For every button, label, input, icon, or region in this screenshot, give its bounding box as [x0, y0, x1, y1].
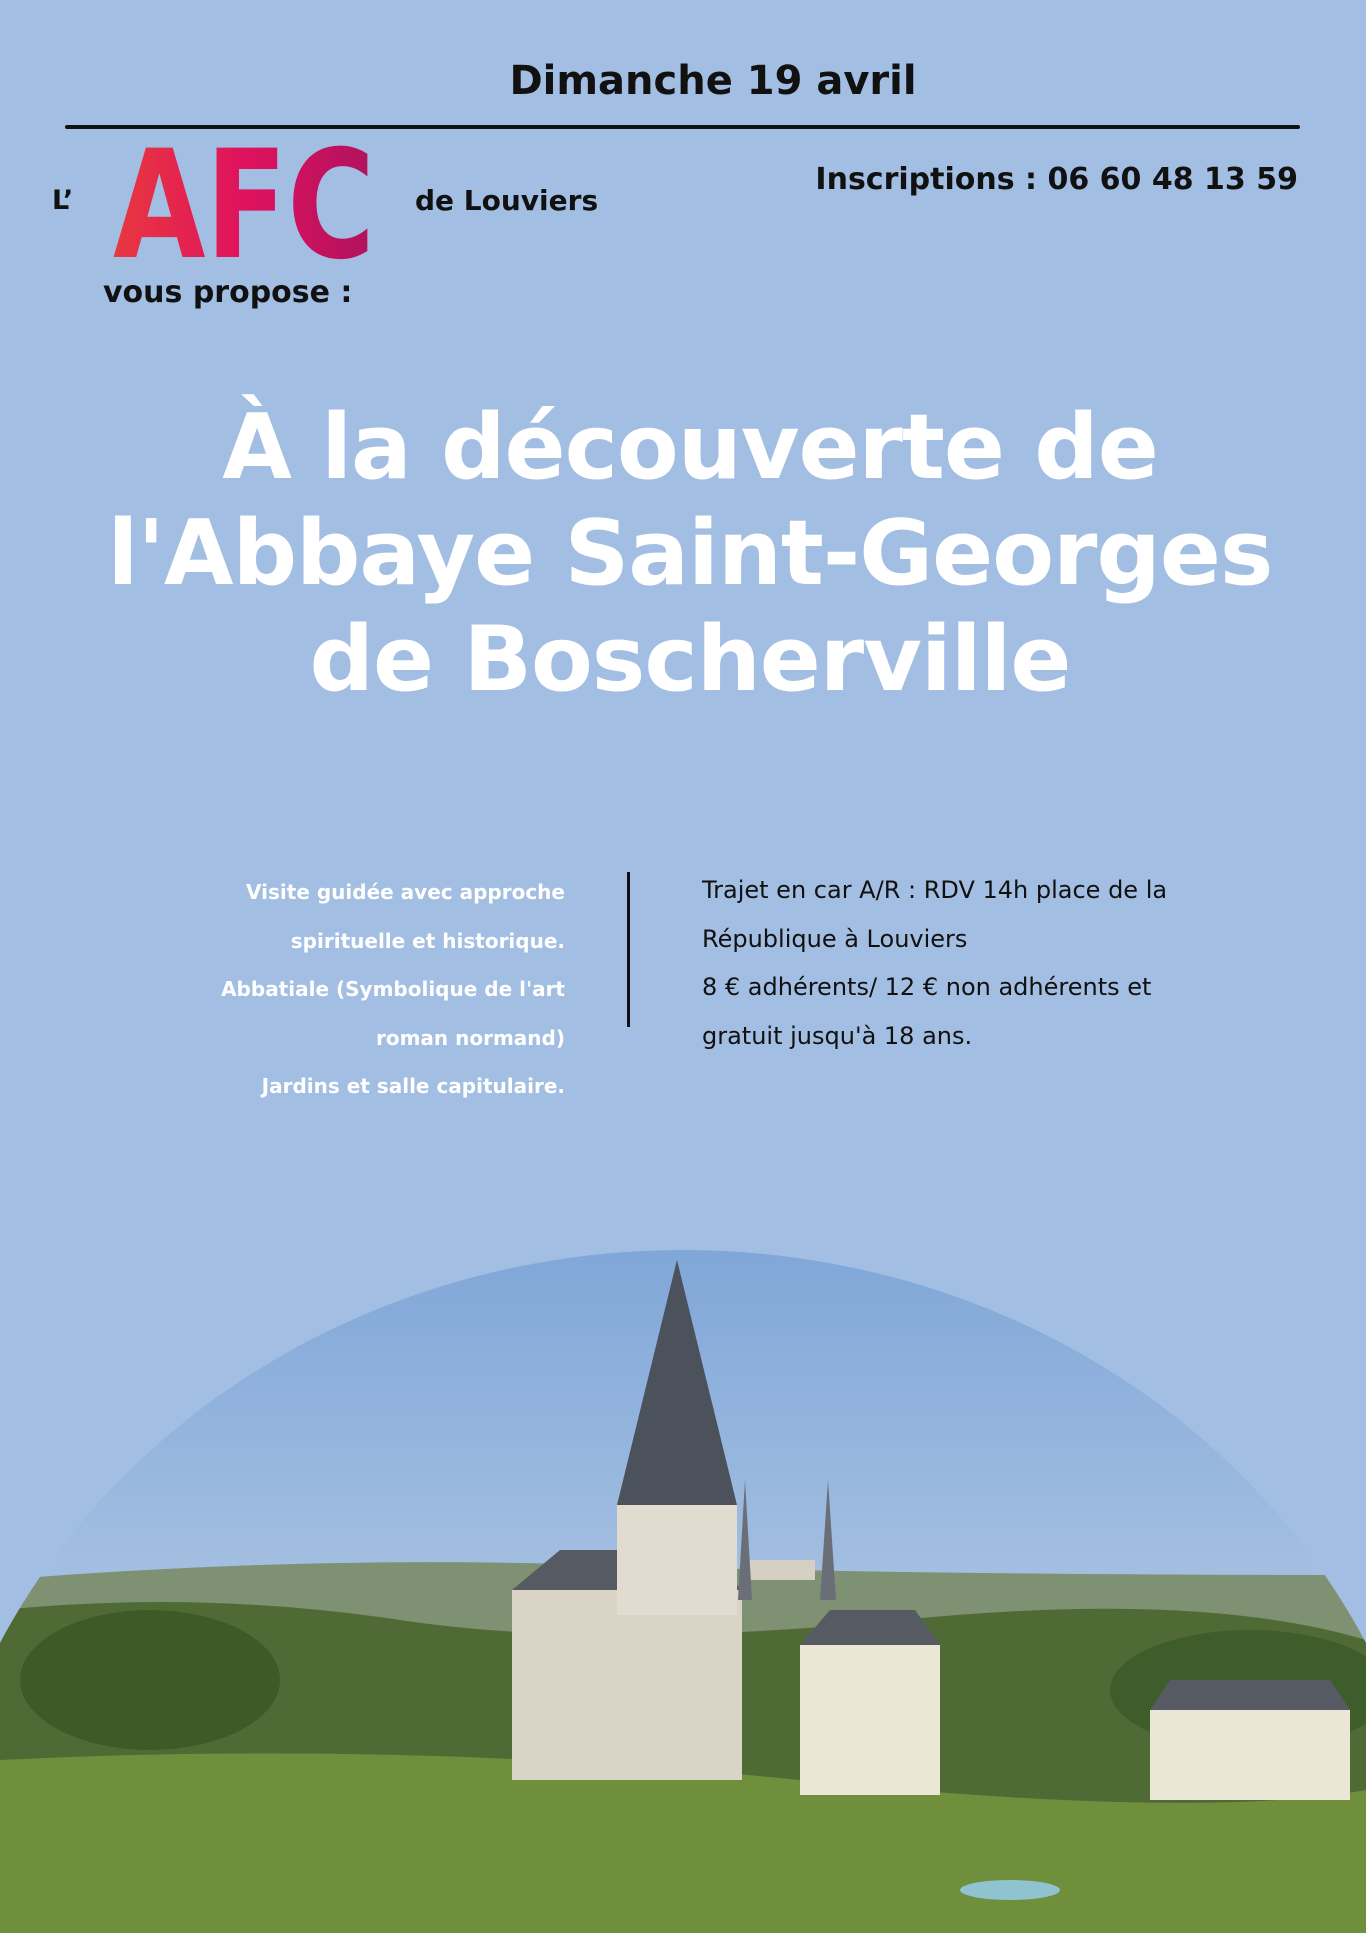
detail-line: Trajet en car A/R : RDV 14h place de la [702, 876, 1168, 904]
vertical-divider [627, 872, 630, 1027]
visit-details [221, 868, 565, 1111]
proposes-label: vous propose : [103, 275, 353, 310]
abbey-photo [0, 1240, 1366, 1933]
detail-line: spirituelle et historique. [290, 928, 565, 953]
travel-details [702, 866, 1167, 1060]
divider [65, 125, 1300, 129]
afc-logo [113, 145, 378, 263]
page-title [0, 395, 1366, 713]
detail-line: République à Louviers [702, 924, 968, 953]
detail-line: Abbatiale (Symbolique de l'art [221, 977, 565, 1001]
detail-line: roman normand) [375, 1025, 565, 1050]
logo-prefix: L’ [52, 185, 74, 216]
detail-line: 8 € adhérents/ 12 € non adhérents et [702, 973, 1152, 1001]
title-line: de Boscherville [309, 607, 1071, 712]
detail-line: gratuit jusqu'à 18 ans. [702, 1021, 973, 1050]
title-line: l'Abbaye Saint-Georges [107, 501, 1273, 606]
title-line: À la découverte de [222, 395, 1158, 500]
svg-text:AFC: AFC [113, 145, 375, 263]
event-date: Dimanche 19 avril [509, 58, 917, 104]
registration-phone: Inscriptions : 06 60 48 13 59 [815, 162, 1298, 197]
logo-location: de Louviers [415, 184, 599, 217]
detail-line: Visite guidée avec approche [246, 880, 565, 904]
detail-line: Jardins et salle capitulaire. [261, 1074, 565, 1098]
